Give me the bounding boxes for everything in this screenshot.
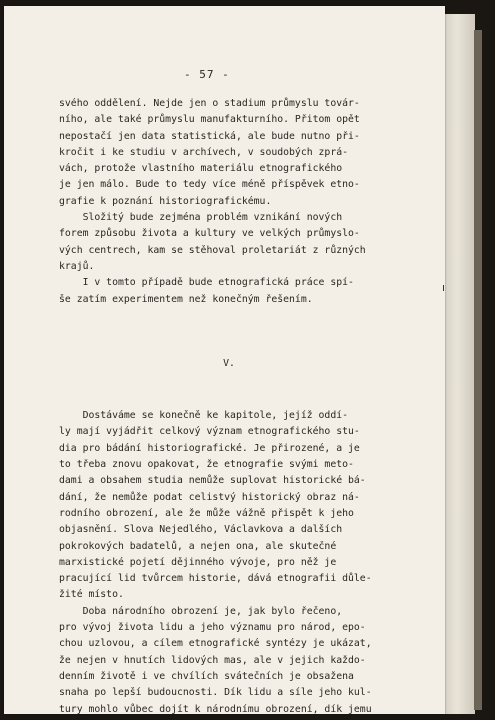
text-line: nepostačí jen data statistická, ale bude nutno při-	[59, 130, 360, 142]
text-line: je jen málo. Bude to tedy více méně příspěvek etno-	[59, 179, 360, 191]
paragraph-block-2	[59, 408, 399, 718]
body-text	[59, 96, 399, 718]
text-line: to třeba znovu opakovat, že etnografie svými meto-	[59, 459, 354, 471]
text-line: krajů.	[59, 260, 95, 272]
text-line: pracující lid tvůrcem historie, dává etnografii důle-	[59, 573, 372, 585]
text-line: Doba národního obrození je, jak bylo řečeno,	[59, 605, 343, 617]
text-line: I v tomto případě bude etnografická práce spí-	[59, 277, 354, 289]
text-line: grafie k poznání historiografickému.	[59, 195, 272, 207]
text-line: ního, ale také průmyslu manufakturního. Přitom opět	[59, 114, 360, 126]
text-line: objasnění. Slova Nejedlého, Václavkova a dalších	[59, 524, 343, 536]
text-line: denním životě i ve chvílích svátečních je obsažena	[59, 670, 354, 682]
text-line: pro vývoj života lidu a jeho významu pro národ, epo-	[59, 622, 366, 634]
text-line: žité místo.	[59, 589, 124, 601]
book-spine-edge	[474, 30, 482, 710]
section-heading: V.	[223, 357, 235, 369]
text-line: že nejen v hnutích lidových mas, ale v jejich každo-	[59, 654, 366, 666]
page-edge	[445, 14, 475, 714]
text-line: tury mohlo vůbec dojít k národnímu obrození, dík jemu	[59, 703, 372, 715]
text-line: forem způsobu života a kultury ve velkých průmyslo-	[59, 228, 360, 240]
text-line: vách, protože vlastního materiálu etnografického	[59, 163, 343, 175]
text-line: dami a obsahem studia nemůže suplovat historické bá-	[59, 475, 366, 487]
text-line: marxistické pojetí dějinného vývoje, pro něž je	[59, 556, 337, 568]
text-line: snaha po lepší budoucnosti. Dík lidu a síle jeho kul-	[59, 687, 372, 699]
page-number: - 57 -	[184, 68, 230, 81]
text-line: kročit i ke studiu v archívech, v soudobých zprá-	[59, 146, 349, 158]
text-line: dání, že nemůže podat celistvý historický obraz ná-	[59, 491, 360, 503]
text-line: Dostáváme se konečně ke kapitole, jejíž oddí-	[59, 410, 349, 422]
text-line: chou uzlovou, a cílem etnografické syntézy je ukázat,	[59, 638, 372, 650]
text-line: Složitý bude zejména problém vznikání nových	[59, 212, 343, 224]
margin-mark	[443, 285, 444, 291]
text-line: še zatím experimentem než konečným řešením.	[59, 293, 313, 305]
text-line: pokrokových badatelů, a nejen ona, ale skutečné	[59, 540, 337, 552]
text-line: dia pro bádání historiografické. Je přirozené, a je	[59, 442, 360, 454]
text-line: vých centrech, kam se stěhoval proletariát z různých	[59, 244, 366, 256]
text-line: ly mají vyjádřit celkový význam etnografického stu-	[59, 426, 360, 438]
text-line: svého oddělení. Nejde jen o stadium průmyslu továr-	[59, 98, 360, 109]
text-line: rodního obrození, ale že může vážně přispět k jeho	[59, 507, 354, 519]
paragraph-block-1	[59, 96, 399, 308]
